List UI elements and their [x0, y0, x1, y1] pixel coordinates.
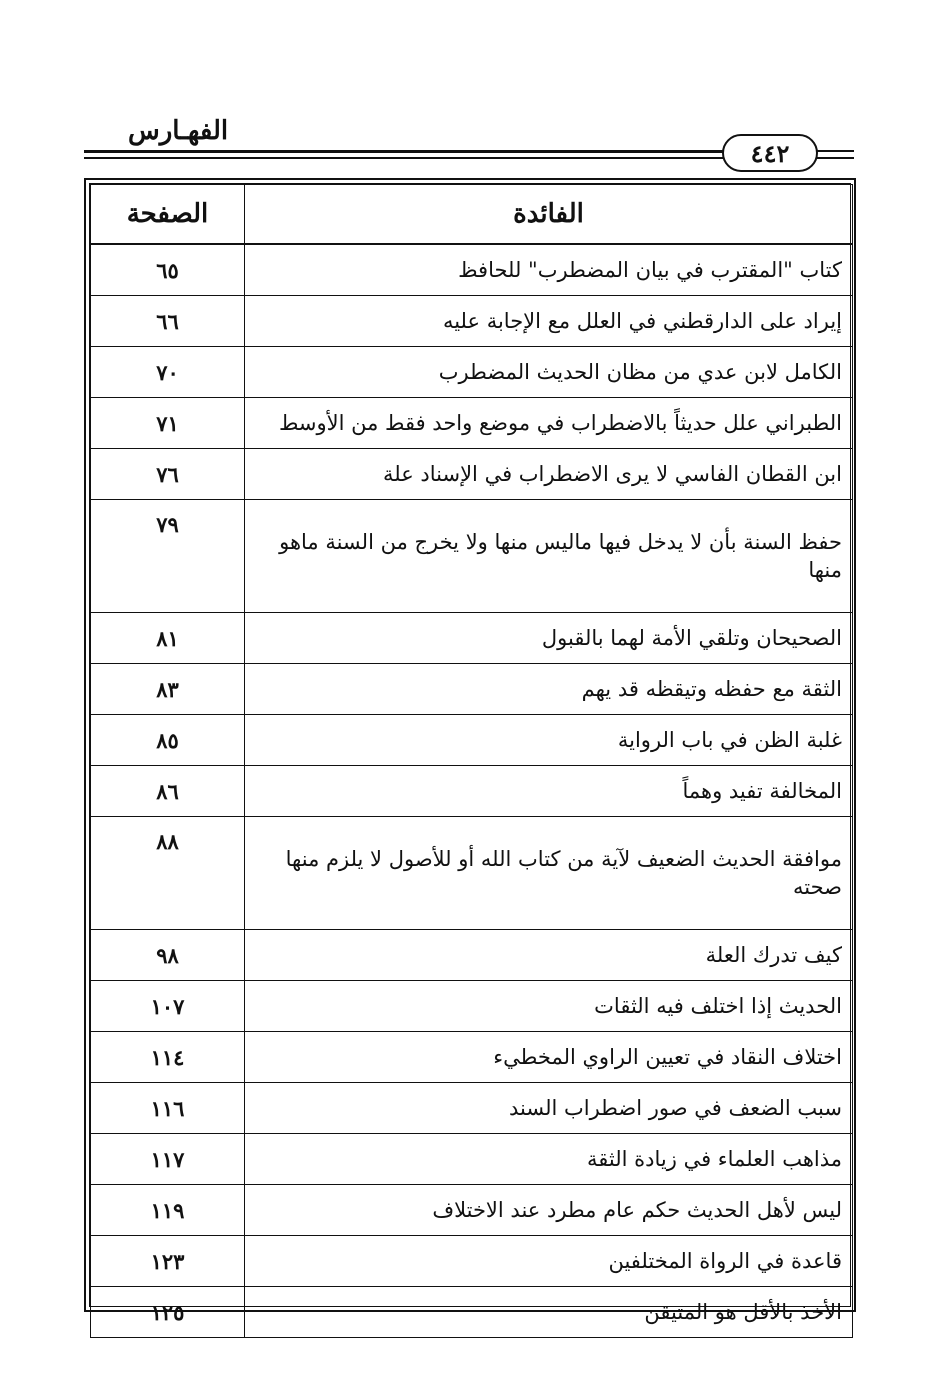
- table-row: [91, 1032, 853, 1083]
- page-cell: ١١٤: [91, 1032, 245, 1083]
- index-table-frame: [84, 178, 856, 1325]
- page-cell: ١٠٧: [91, 981, 245, 1032]
- table-row: [91, 817, 853, 930]
- page-cell: ٩٨: [91, 930, 245, 981]
- topic-cell: سبب الضعف في صور اضطراب السند: [245, 1083, 853, 1134]
- table-header-row: [91, 185, 853, 245]
- topic-cell: الحديث إذا اختلف فيه الثقات: [245, 981, 853, 1032]
- table-row: [91, 1083, 853, 1134]
- table-row: [91, 296, 853, 347]
- topic-cell: الثقة مع حفظه وتيقظه قد يهم: [245, 664, 853, 715]
- running-head: [84, 112, 856, 172]
- table-row: [91, 664, 853, 715]
- topic-cell: ليس لأهل الحديث حكم عام مطرد عند الاختلاف: [245, 1185, 853, 1236]
- table-row: [91, 981, 853, 1032]
- index-table-inner-frame: [89, 183, 851, 1325]
- table-row: [91, 930, 853, 981]
- topic-cell: إيراد على الدارقطني في العلل مع الإجابة عليه: [245, 296, 853, 347]
- topic-cell: مذاهب العلماء في زيادة الثقة: [245, 1134, 853, 1185]
- topic-cell: الكامل لابن عدي من مظان الحديث المضطرب: [245, 347, 853, 398]
- page-cell: ٧٩: [91, 500, 245, 613]
- page-cell: ٧٦: [91, 449, 245, 500]
- table-row: [91, 1185, 853, 1236]
- page-cell: ١١٦: [91, 1083, 245, 1134]
- column-header-topic: الفائدة: [245, 185, 853, 245]
- topic-cell: ابن القطان الفاسي لا يرى الاضطراب في الإسناد علة: [245, 449, 853, 500]
- section-title: الفهـارس: [128, 116, 229, 146]
- table-row: [91, 715, 853, 766]
- page-cell: ٨٥: [91, 715, 245, 766]
- index-table: [90, 184, 853, 1338]
- table-row: [91, 1134, 853, 1185]
- table-row: [91, 1236, 853, 1287]
- table-row: [91, 244, 853, 296]
- page-cell: ٦٦: [91, 296, 245, 347]
- topic-cell: الطبراني علل حديثاً بالاضطراب في موضع واحد فقط من الأوسط: [245, 398, 853, 449]
- table-row: [91, 613, 853, 664]
- page-cell: ٦٥: [91, 244, 245, 296]
- page-number-badge: ٤٤٢: [722, 134, 818, 172]
- page-cell: ٨٨: [91, 817, 245, 930]
- page-cell: ١١٧: [91, 1134, 245, 1185]
- table-row: [91, 500, 853, 613]
- table-row: [91, 1287, 853, 1338]
- topic-cell: كتاب "المقترب في بيان المضطرب" للحافظ: [245, 244, 853, 296]
- header-rule-thick: [84, 150, 724, 153]
- header-rule-right-thin: [814, 157, 854, 159]
- page-cell: ٨١: [91, 613, 245, 664]
- topic-cell: حفظ السنة بأن لا يدخل فيها ماليس منها ولا يخرج من السنة ماهو منها: [245, 500, 853, 613]
- table-row: [91, 398, 853, 449]
- topic-cell: كيف تدرك العلة: [245, 930, 853, 981]
- page-cell: ٧١: [91, 398, 245, 449]
- topic-cell: اختلاف النقاد في تعيين الراوي المخطيء: [245, 1032, 853, 1083]
- topic-cell: قاعدة في الرواة المختلفين: [245, 1236, 853, 1287]
- page-cell: ٨٣: [91, 664, 245, 715]
- header-rule-right-thick: [814, 150, 854, 152]
- table-row: [91, 449, 853, 500]
- column-header-page: الصفحة: [91, 185, 245, 245]
- topic-cell: موافقة الحديث الضعيف لآية من كتاب الله أو للأصول لا يلزم منها صحته: [245, 817, 853, 930]
- topic-cell: الصحيحان وتلقي الأمة لهما بالقبول: [245, 613, 853, 664]
- page-cell: ١٢٥: [91, 1287, 245, 1338]
- page-cell: ١٢٣: [91, 1236, 245, 1287]
- page-cell: ٨٦: [91, 766, 245, 817]
- page-cell: ١١٩: [91, 1185, 245, 1236]
- table-row: [91, 347, 853, 398]
- topic-cell: الأخذ بالأقل هو المتيقن: [245, 1287, 853, 1338]
- page-cell: ٧٠: [91, 347, 245, 398]
- topic-cell: غلبة الظن في باب الرواية: [245, 715, 853, 766]
- topic-cell: المخالفة تفيد وهماً: [245, 766, 853, 817]
- table-row: [91, 766, 853, 817]
- header-rule-thin: [84, 157, 724, 159]
